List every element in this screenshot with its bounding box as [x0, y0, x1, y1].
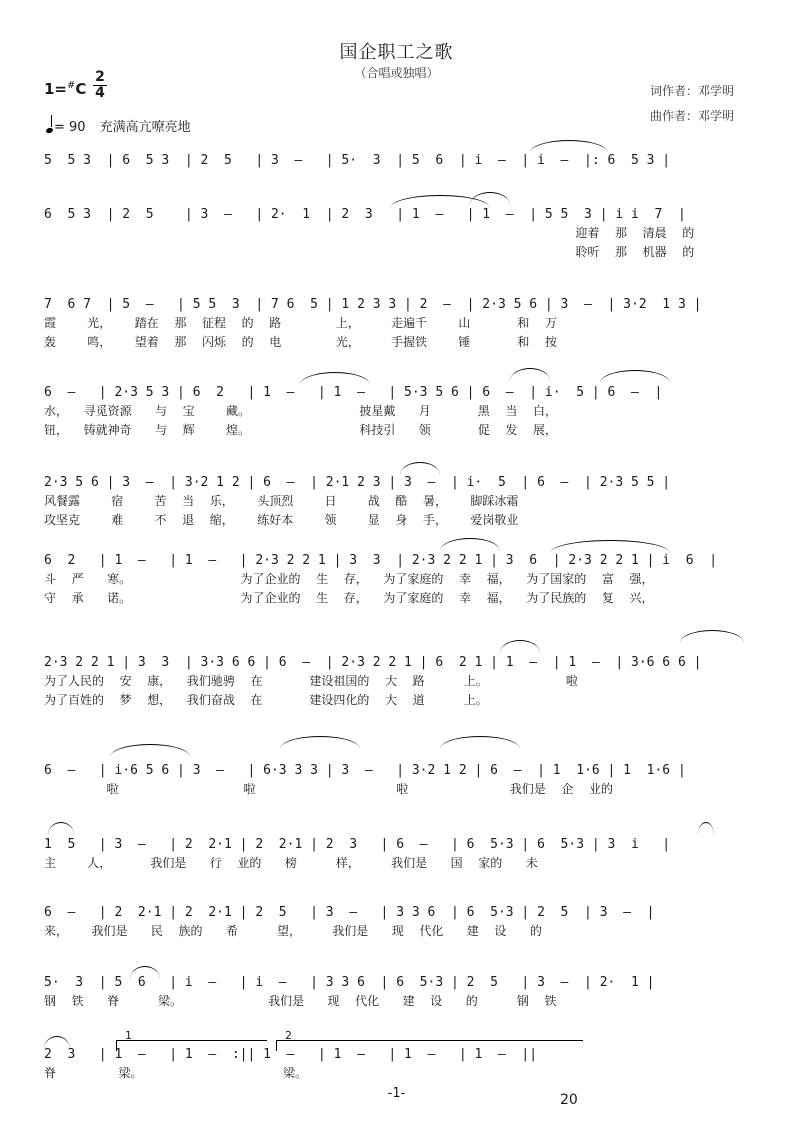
notation-line: 6 – | 2·3 5 3 | 6 2 | 1 – | 1 – | 5·3 5 6 | 6 – | i· 5 | 6 – |: [44, 385, 663, 400]
notation-line: 2·3 2 2 1 | 3 3 | 3·3 6 6 | 6 – | 2·3 2 2 1 | 6 2 1 | 1 – | 1 – | 3·6 6 6 |: [44, 655, 702, 670]
slur-mark: [400, 462, 440, 475]
notation-line: 6 5 3 | 2 5 | 3 – | 2· 1 | 2 3 | 1 – | 1 – | 5 5 3 | i i 7 |: [44, 207, 686, 222]
lyric-line: [44, 799, 754, 818]
score-row: [44, 654, 754, 710]
notation-line: 2 3 | 1 – | 1 – :|| 1 – | 1 – | 1 – | 1 – ||: [44, 1047, 538, 1062]
page-number: 20: [560, 1092, 578, 1108]
lyric-line: 轰 鸣， 望着 那 闪烁 的 电 光， 手握铁 锤 和 按: [44, 335, 557, 349]
score-row: [44, 974, 754, 1030]
song-title: 国企职工之歌: [339, 42, 454, 63]
score-row: [44, 904, 754, 960]
slur-mark: [698, 822, 714, 835]
meter-top: 2: [95, 69, 105, 85]
slur-mark: [48, 822, 74, 835]
slur-mark: [130, 966, 160, 979]
score-row: [44, 296, 754, 352]
slur-mark: [440, 736, 520, 749]
slur-mark: [44, 1036, 70, 1049]
lyric-line: [44, 1011, 754, 1030]
notation-line: 6 2 | 1 – | 1 – | 2·3 2 2 1 | 3 3 | 2·3 2 2 1 | 3 6 | 2·3 2 2 1 | i 6 |: [44, 553, 718, 568]
lyric-line: 守 承 诺。 为了企业的 生 存， 为了家庭的 幸 福， 为了民族的 复 兴，: [44, 591, 654, 605]
lyric-line: 脊 梁。 梁。: [44, 1066, 308, 1080]
score-row: [44, 206, 754, 262]
quarter-note-icon: [46, 120, 54, 135]
slur-mark: [110, 744, 190, 757]
tempo-marking: [46, 116, 191, 135]
lyric-line: 钮， 铸就神奇 与 辉 煌。 科技引 领 促 发 展，: [44, 423, 557, 437]
lyric-line: [44, 873, 754, 892]
slur-mark: [680, 630, 744, 643]
score-row: [44, 474, 754, 530]
lyric-line: 攻坚克 难 不 退 缩， 练好本 领 显 身 手， 爱岗敬业: [44, 513, 519, 527]
notation-line: 2·3 5 6 | 3 – | 3·2 1 2 | 6 – | 2·1 2 3 | 3 – | i· 5 | 6 – | 2·3 5 5 |: [44, 475, 671, 490]
slur-mark: [600, 370, 670, 383]
notation-line: 1 5 | 3 – | 2 2·1 | 2 2·1 | 2 3 | 6 – | 6 5·3 | 6 5·3 | 3 i |: [44, 837, 671, 852]
slur-mark: [440, 538, 500, 551]
meter-bottom: 4: [93, 85, 107, 101]
lyricist-credit: 词作者：邓学明: [650, 84, 735, 98]
score-row: [44, 384, 754, 440]
lyric-line: 水， 寻觅资源 与 宝 藏。 披星戴 月 黑 当 白，: [44, 404, 557, 418]
slur-mark: [550, 540, 670, 553]
key-prefix: 1=: [44, 80, 68, 98]
lyric-line: 为了百姓的 梦 想， 我们奋战 在 建设四化的 大 道 上。: [44, 693, 488, 707]
page-mark: -1-: [387, 1086, 406, 1101]
key-signature: [44, 80, 86, 98]
notation-line: 6 – | i·6 5 6 | 3 – | 6·3 3 3 | 3 – | 3·2 1 2 | 6 – | 1 1·6 | 1 1·6 |: [44, 763, 686, 778]
score-row: [44, 552, 754, 608]
expression-text: 充满高亢嘹亮地: [99, 120, 191, 135]
notation-line: 5· 3 | 5 6 | i – | i – | 3 3 6 | 6 5·3 | 2 5 | 3 – | 2· 1 |: [44, 975, 655, 990]
slur-mark: [500, 640, 540, 653]
subtitle: （合唱或独唱）: [354, 66, 439, 80]
lyric-line: [44, 941, 754, 960]
lyric-line: 主 人， 我们是 行 业的 榜 样， 我们是 国 家的 未: [44, 856, 538, 870]
volta-bracket-1: [116, 1029, 267, 1051]
slur-mark: [510, 368, 550, 381]
slur-mark: [530, 140, 608, 153]
lyric-line: [44, 170, 754, 189]
slur-mark: [300, 372, 370, 385]
lyric-line: 啦 啦 啦 我们是 企 业的: [44, 782, 614, 796]
lyric-line: 为了人民的 安 康， 我们驰骋 在 建设祖国的 大 路 上。 啦: [44, 674, 578, 688]
lyric-line: 斗 严 寒。 为了企业的 生 存， 为了家庭的 幸 福， 为了国家的 富 强，: [44, 572, 654, 586]
time-signature: [93, 70, 107, 101]
score-row: [44, 762, 754, 818]
notation-line: 5 5 3 | 6 5 3 | 2 5 | 3 – | 5· 3 | 5 6 | i – | i – |: 6 5 3 |: [44, 153, 671, 168]
tempo-value: = 90: [54, 120, 86, 135]
lyric-line: 来， 我们是 民 族的 希 望， 我们是 现 代化 建 设 的: [44, 924, 542, 938]
composer-credit: 曲作者：邓学明: [650, 109, 735, 123]
key-sharp: #: [67, 80, 76, 91]
lyric-line: 风餐露 宿 苦 当 乐， 头顶烈 日 战 酷 暑， 脚踩冰霜: [44, 494, 519, 508]
lyric-line: 迎着 那 清晨 的: [44, 226, 695, 240]
volta-bracket-2: [276, 1029, 583, 1051]
lyric-line: 钢 铁 脊 梁。 我们是 现 代化 建 设 的 钢 铁: [44, 994, 557, 1008]
notation-line: 7 6 7 | 5 – | 5 5 3 | 7 6 5 | 1 2 3 3 | 2 – | 2·3 5 6 | 3 – | 3·2 1 3 |: [44, 297, 702, 312]
volta-1-label: 1: [125, 1029, 132, 1042]
lyric-line: 霞 光， 踏在 那 征程 的 路 上， 走遍千 山 和 万: [44, 316, 557, 330]
slur-mark: [280, 736, 360, 749]
key-letter: C: [75, 80, 87, 98]
volta-2-label: 2: [285, 1029, 292, 1042]
notation-line: 6 – | 2 2·1 | 2 2·1 | 2 5 | 3 – | 3 3 6 | 6 5·3 | 2 5 | 3 – |: [44, 905, 655, 920]
lyric-line: 聆听 那 机器 的: [44, 245, 695, 259]
score-row: [44, 836, 754, 892]
